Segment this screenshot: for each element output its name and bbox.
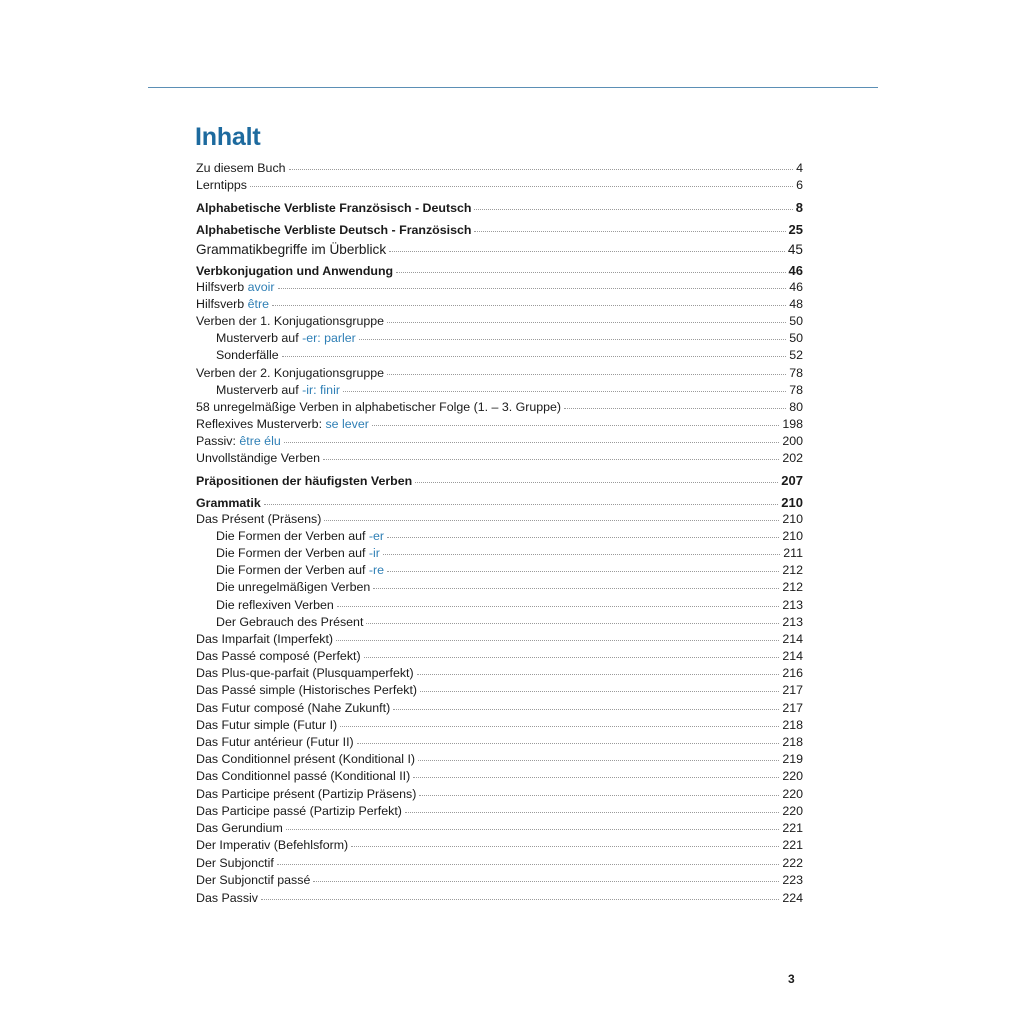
toc-entry-title	[196, 855, 274, 872]
toc-entry-page: 218	[782, 735, 803, 749]
toc-entry	[196, 241, 803, 258]
toc-entry-page: 220	[782, 804, 803, 818]
toc-entry-text: Das Plus-que-parfait (Plusquamperfekt)	[196, 666, 414, 680]
toc-entry-text: Zu diesem Buch	[196, 161, 286, 175]
dot-leader	[373, 587, 779, 589]
toc-entry-title	[196, 614, 363, 631]
toc-entry-page: 52	[789, 348, 803, 362]
toc-entry-title	[196, 768, 410, 785]
toc-entry-page: 221	[782, 821, 803, 835]
toc-entry-title	[196, 545, 380, 562]
dot-leader	[393, 708, 779, 710]
toc-entry-text: Das Gerundium	[196, 821, 283, 835]
toc-entry-page: 211	[783, 546, 803, 560]
toc-entry	[196, 614, 803, 631]
dot-leader	[261, 898, 779, 900]
toc-entry	[196, 494, 803, 511]
toc-entry	[196, 330, 803, 347]
dot-leader	[357, 742, 780, 744]
toc-entry-page: 212	[782, 580, 803, 594]
dot-leader	[340, 725, 779, 727]
toc-entry-page: 213	[782, 598, 803, 612]
toc-entry-highlight: -re	[368, 563, 385, 577]
dot-leader	[366, 622, 779, 624]
toc-entry-title	[196, 177, 247, 194]
toc-entry-text: Grammatikbegriffe im Überblick	[196, 242, 387, 257]
dot-leader	[389, 250, 785, 252]
dot-leader	[278, 287, 787, 289]
dot-leader	[286, 828, 780, 830]
toc-entry	[196, 890, 803, 907]
toc-entry-text: Unvollständige Verben	[196, 451, 320, 465]
dot-leader	[250, 185, 793, 187]
toc-entry-page: 80	[789, 400, 803, 414]
toc-entry-page: 214	[782, 649, 803, 663]
page-number: 3	[788, 972, 795, 986]
toc-entry-text: Grammatik	[196, 496, 261, 510]
toc-entry-highlight: être élu	[239, 434, 281, 448]
toc-entry-page: 46	[789, 280, 803, 294]
toc-entry-title	[196, 241, 386, 258]
toc-entry-page: 78	[789, 383, 803, 397]
toc-entry-text: Musterverb auf	[216, 383, 303, 397]
toc-entry-highlight: -er	[368, 529, 385, 543]
dot-leader	[336, 639, 779, 641]
toc-entry	[196, 751, 803, 768]
toc-entry-title	[196, 820, 283, 837]
dot-leader	[387, 373, 786, 375]
toc-entry	[196, 433, 803, 450]
dot-leader	[343, 390, 786, 392]
toc-entry-page: 212	[782, 563, 803, 577]
toc-entry-title	[196, 872, 310, 889]
toc-entry	[196, 472, 803, 489]
toc-entry-text: Die Formen der Verben auf	[216, 563, 369, 577]
toc-entry	[196, 279, 803, 296]
toc-entry-page: 216	[782, 666, 803, 680]
toc-entry-text: Die Formen der Verben auf	[216, 546, 369, 560]
toc-entry-title	[196, 160, 286, 177]
toc-entry-page: 210	[781, 495, 803, 510]
toc-entry	[196, 365, 803, 382]
toc-entry-highlight: -er: parler	[302, 331, 356, 345]
dot-leader	[277, 863, 779, 865]
toc-entry	[196, 855, 803, 872]
dot-leader	[419, 794, 779, 796]
toc-entry	[196, 160, 803, 177]
toc-entry-highlight: -ir: finir	[302, 383, 340, 397]
toc-entry	[196, 347, 803, 364]
toc-entry-text: Alphabetische Verbliste Französisch - Deutsch	[196, 201, 472, 215]
dot-leader	[324, 519, 779, 521]
toc-entry-page: 48	[789, 297, 803, 311]
dot-leader	[413, 776, 779, 778]
toc-entry-title	[196, 382, 340, 399]
dot-leader	[264, 503, 779, 505]
toc-entry-page: 224	[782, 891, 803, 905]
toc-entry-page: 213	[782, 615, 803, 629]
toc-entry-page: 210	[782, 529, 803, 543]
toc-entry-text: Die unregelmäßigen Verben	[216, 580, 371, 594]
toc-entry-page: 202	[782, 451, 803, 465]
toc-entry-text: Das Futur antérieur (Futur II)	[196, 735, 354, 749]
dot-leader	[337, 605, 780, 607]
toc-entry-text: Das Passé simple (Historisches Perfekt)	[196, 683, 418, 697]
toc-entry-text: Lerntipps	[196, 178, 247, 192]
toc-entry-text: Das Passiv	[196, 891, 258, 905]
toc-entry-title	[196, 786, 416, 803]
toc-entry-text: Das Participe passé (Partizip Perfekt)	[196, 804, 402, 818]
toc-entry-title	[196, 365, 384, 382]
dot-leader	[383, 553, 780, 555]
toc-entry-title	[196, 648, 361, 665]
toc-entry-title	[196, 837, 348, 854]
toc-entry-page: 25	[788, 222, 803, 237]
dot-leader	[289, 168, 794, 170]
dot-leader	[474, 208, 792, 210]
toc-entry-title	[196, 631, 333, 648]
toc-entry-page: 217	[782, 701, 803, 715]
toc-entry-text: Musterverb auf	[216, 331, 303, 345]
dot-leader	[417, 673, 780, 675]
dot-leader	[387, 570, 779, 572]
toc-entry-text: Hilfsverb	[196, 297, 248, 311]
toc-entry-title	[196, 682, 417, 699]
toc-entry	[196, 717, 803, 734]
toc-entry	[196, 665, 803, 682]
toc-entry-text: Sonderfälle	[216, 348, 279, 362]
dot-leader	[372, 424, 779, 426]
toc-entry-title	[196, 473, 412, 490]
toc-entry-text: Das Conditionnel passé (Konditional II)	[196, 769, 411, 783]
toc-entry-text: Das Futur composé (Nahe Zukunft)	[196, 701, 391, 715]
dot-leader	[313, 880, 779, 882]
toc-entry-text: Verben der 2. Konjugationsgruppe	[196, 366, 385, 380]
dot-leader	[364, 656, 780, 658]
toc-entry	[196, 221, 803, 238]
toc-entry	[196, 700, 803, 717]
toc-entry-page: 222	[782, 856, 803, 870]
toc-entry	[196, 399, 803, 416]
toc-entry-title	[196, 803, 402, 820]
dot-leader	[396, 271, 785, 273]
page-title: Inhalt	[195, 123, 261, 151]
toc-entry-page: 214	[782, 632, 803, 646]
toc-entry-title	[196, 347, 279, 364]
toc-entry-page: 207	[781, 473, 803, 488]
toc-entry-text: Alphabetische Verbliste Deutsch - Französisch	[196, 223, 472, 237]
toc-entry-title	[196, 700, 390, 717]
toc-entry	[196, 682, 803, 699]
toc-entry-title	[196, 579, 370, 596]
toc-entry-text: Präpositionen der häufigsten Verben	[196, 474, 413, 488]
toc-entry-title	[196, 296, 269, 313]
dot-leader	[351, 845, 779, 847]
toc-entry	[196, 262, 803, 279]
toc-entry-page: 50	[789, 314, 803, 328]
toc-entry-title	[196, 562, 384, 579]
toc-entry-page: 46	[788, 263, 803, 278]
toc-entry-title	[196, 416, 369, 433]
toc-entry-text: Verben der 1. Konjugationsgruppe	[196, 314, 385, 328]
toc-entry	[196, 872, 803, 889]
toc-entry-text: Das Conditionnel présent (Konditional I)	[196, 752, 416, 766]
toc-entry-text: Das Futur simple (Futur I)	[196, 718, 338, 732]
dot-leader	[415, 481, 778, 483]
toc-entry-text: Der Subjonctif passé	[196, 873, 311, 887]
toc-entry-text: Die Formen der Verben auf	[216, 529, 369, 543]
toc-entry-page: 8	[795, 200, 803, 215]
toc-entry-page: 217	[782, 683, 803, 697]
toc-entry	[196, 631, 803, 648]
dot-leader	[418, 759, 779, 761]
toc-entry-page: 210	[782, 512, 803, 526]
dot-leader	[282, 355, 787, 357]
toc-entry	[196, 820, 803, 837]
toc-entry-title	[196, 597, 334, 614]
toc-entry-page: 50	[789, 331, 803, 345]
toc-entry	[196, 579, 803, 596]
toc-entry-highlight: -ir	[368, 546, 380, 560]
toc-entry-text: Passiv:	[196, 434, 240, 448]
toc-entry-title	[196, 263, 393, 280]
toc-entry	[196, 296, 803, 313]
dot-leader	[387, 536, 779, 538]
toc-entry-text: Hilfsverb	[196, 280, 248, 294]
toc-entry	[196, 545, 803, 562]
toc-entry-text: Das Passé composé (Perfekt)	[196, 649, 361, 663]
toc-entry-text: Die reflexiven Verben	[216, 598, 334, 612]
toc-entry	[196, 786, 803, 803]
toc-entry-title	[196, 433, 281, 450]
toc-entry	[196, 199, 803, 216]
toc-entry-text: Der Subjonctif	[196, 856, 274, 870]
toc-entry-title	[196, 751, 415, 768]
toc-entry-highlight: être	[247, 297, 269, 311]
dot-leader	[272, 304, 786, 306]
dot-leader	[564, 407, 786, 409]
toc-entry	[196, 734, 803, 751]
toc-entry-title	[196, 399, 561, 416]
toc-entry	[196, 177, 803, 194]
dot-leader	[323, 458, 779, 460]
toc-entry-title	[196, 734, 354, 751]
dot-leader	[359, 338, 786, 340]
toc-entry-text: Das Participe présent (Partizip Präsens)	[196, 787, 417, 801]
toc-entry-page: 223	[782, 873, 803, 887]
toc-entry-title	[196, 665, 414, 682]
toc-entry-title	[196, 330, 356, 347]
toc-entry-page: 78	[789, 366, 803, 380]
toc-entry-highlight: se lever	[325, 417, 369, 431]
toc-entry-text: Der Imperativ (Befehlsform)	[196, 838, 349, 852]
toc-entry-title	[196, 313, 384, 330]
toc-entry-page: 45	[787, 242, 803, 257]
toc-entry-text: Der Gebrauch des Présent	[216, 615, 364, 629]
toc-entry	[196, 511, 803, 528]
toc-entry-page: 6	[796, 178, 803, 192]
toc-entry-title	[196, 279, 275, 296]
toc-entry-title	[196, 222, 471, 239]
dot-leader	[284, 441, 780, 443]
toc-entry	[196, 837, 803, 854]
toc-entry	[196, 450, 803, 467]
toc-entry-text: 58 unregelmäßige Verben in alphabetischer Folge (1. – 3. Gruppe)	[196, 400, 562, 414]
toc-entry	[196, 313, 803, 330]
toc-entry-text: Das Imparfait (Imperfekt)	[196, 632, 334, 646]
toc-entry-page: 221	[782, 838, 803, 852]
toc-entry-text: Das Présent (Präsens)	[196, 512, 322, 526]
toc-entry-title	[196, 200, 471, 217]
toc-entry-title	[196, 890, 258, 907]
toc-entry-page: 219	[782, 752, 803, 766]
toc-entry-page: 218	[782, 718, 803, 732]
dot-leader	[387, 321, 786, 323]
toc-entry	[196, 528, 803, 545]
toc-entry-title	[196, 450, 320, 467]
toc-entry-page: 220	[782, 769, 803, 783]
toc-entry-title	[196, 528, 384, 545]
header-rule	[148, 87, 878, 88]
toc-entry	[196, 803, 803, 820]
toc-entry-page: 200	[782, 434, 803, 448]
toc-entry-page: 220	[782, 787, 803, 801]
toc-entry	[196, 382, 803, 399]
toc-entry	[196, 597, 803, 614]
dot-leader	[405, 811, 779, 813]
toc-entry-text: Verbkonjugation und Anwendung	[196, 264, 394, 278]
toc-entry-page: 4	[796, 161, 803, 175]
toc-entry	[196, 416, 803, 433]
toc-entry	[196, 562, 803, 579]
toc-entry-title	[196, 511, 321, 528]
toc-entry-highlight: avoir	[247, 280, 275, 294]
toc-entry	[196, 648, 803, 665]
dot-leader	[474, 230, 785, 232]
toc-entry-title	[196, 717, 337, 734]
toc-entry	[196, 768, 803, 785]
toc-entry-title	[196, 495, 261, 512]
dot-leader	[420, 690, 779, 692]
toc-entry-page: 198	[782, 417, 803, 431]
toc-entry-text: Reflexives Musterverb:	[196, 417, 326, 431]
